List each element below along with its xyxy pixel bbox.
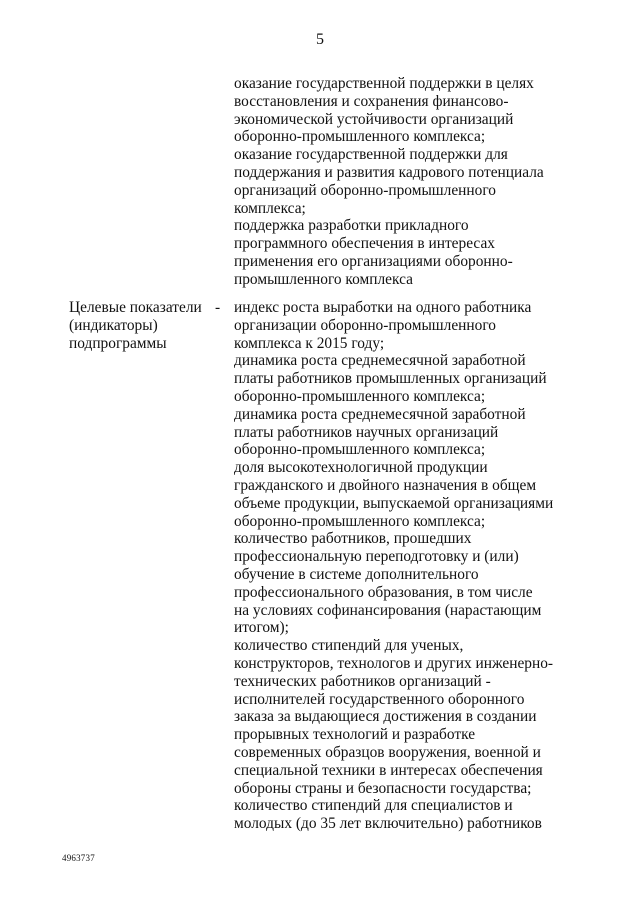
text-line: оборонно-промышленного комплекса; [234,128,486,146]
text-line: количество работников, прошедших [234,530,472,548]
text-line: платы работников промышленных организаций [234,370,547,388]
text-line: динамика роста среднемесячной заработной [234,405,526,423]
text-line: заказа за выдающиеся достижения в создании [234,708,537,726]
text-line: конструкторов, технологов и других инженерно- [234,654,554,672]
text-line: оборонно-промышленного комплекса; [234,387,486,405]
text-line: профессионального образования, в том числе [234,583,533,601]
label-line: Целевые показатели [69,299,202,316]
text-line: организаций оборонно-промышленного [234,181,496,199]
text-line: экономической устойчивости организаций [234,110,514,128]
text-line: оказание государственной поддержки для [234,146,508,164]
indicators-label [69,299,229,352]
indicators-text-block [234,299,564,833]
text-line: доля высокотехнологичной продукции [234,459,488,477]
top-text-block [234,75,564,289]
text-line: промышленного комплекса [234,270,413,288]
text-line: исполнителей государственного оборонного [234,690,525,708]
text-line: итогом); [234,619,289,637]
text-line: прорывных технологий и разработке [234,726,476,744]
text-line: организации оборонно-промышленного [234,316,496,334]
text-line: технических работников организаций - [234,672,491,690]
text-line: поддержания и развития кадрового потенциала [234,163,544,181]
text-line: оборонно-промышленного комплекса; [234,512,486,530]
text-line: индекс роста выработки на одного работника [234,299,532,316]
text-line: обороны страны и безопасности государства; [234,779,532,797]
text-line: гражданского и двойного назначения в общем [234,476,537,494]
text-line: на условиях софинансирования (нарастающим [234,601,542,619]
text-line: профессиональную переподготовку и (или) [234,548,519,566]
text-line: комплекса к 2015 году; [234,334,385,352]
label-line: (индикаторы) [69,316,158,334]
text-line: обучение в системе дополнительного [234,565,479,583]
label-line: подпрограммы [69,334,167,352]
text-line: количество стипендий для специалистов и [234,797,513,815]
text-line: специальной техники в интересах обеспечения [234,761,543,779]
page-number: 5 [316,31,324,48]
text-line: программного обеспечения в интересах [234,235,495,253]
text-line: современных образцов вооружения, военной и [234,743,541,761]
text-line: комплекса; [234,199,306,217]
text-line: восстановления и сохранения финансово- [234,92,509,110]
text-line: применения его организациями оборонно- [234,252,513,270]
text-line: динамика роста среднемесячной заработной [234,352,526,370]
text-line: поддержка разработки прикладного [234,217,469,235]
text-line: оказание государственной поддержки в целях [234,75,534,92]
separator-dash: - [215,299,221,316]
text-line: количество стипендий для ученых, [234,637,464,655]
text-line: оборонно-промышленного комплекса; [234,441,486,459]
document-code: 4963737 [62,853,95,863]
text-line: молодых (до 35 лет включительно) работников [234,815,542,833]
text-line: объеме продукции, выпускаемой организациями [234,494,554,512]
text-line: платы работников научных организаций [234,423,499,441]
